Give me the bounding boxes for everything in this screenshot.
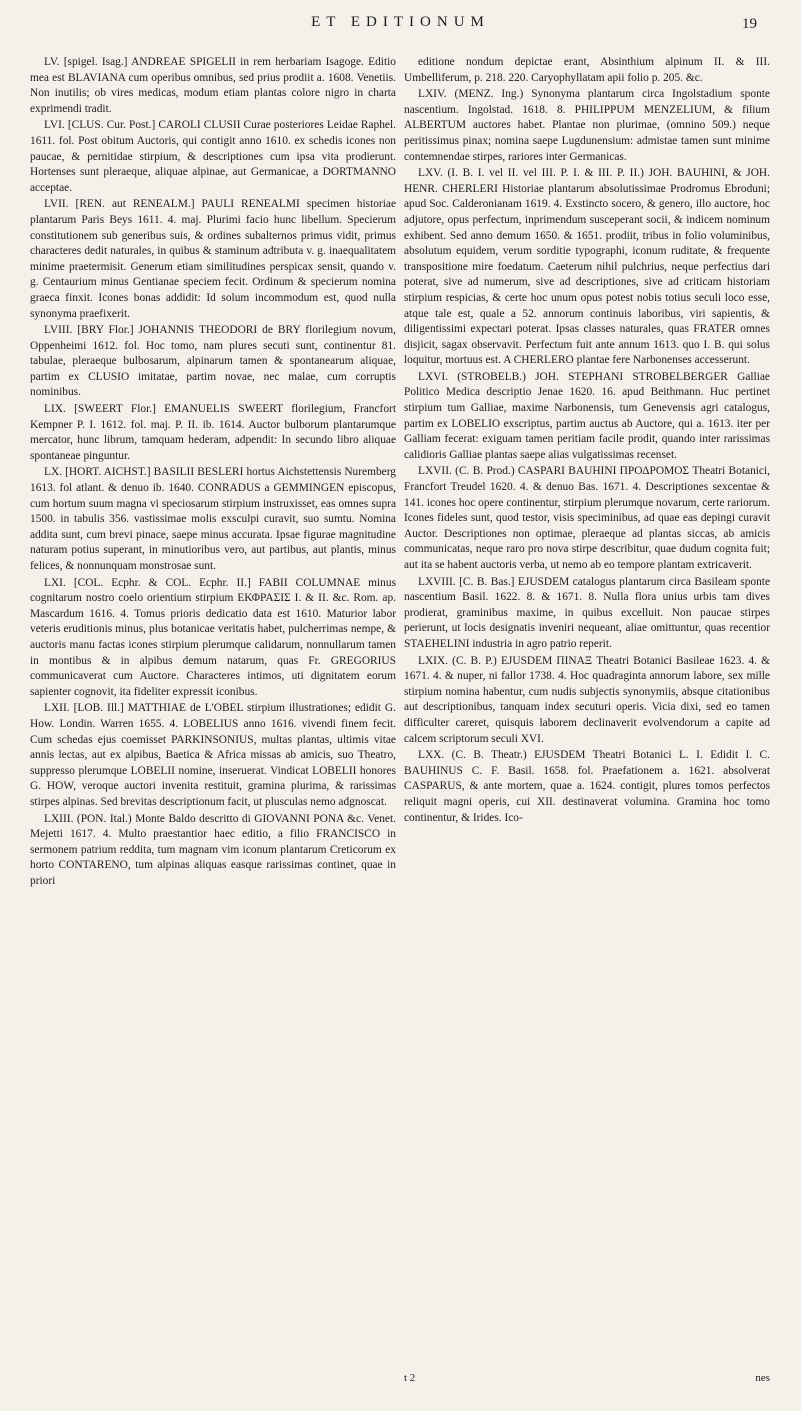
entry-lix: LIX. [SWEERT Flor.] EMANUELIS SWEERT florilegium, Francfort Kempner P. I. 1612. fol. maj. P. II. ib. 1614. Auctor bulborum plantarumque mercator, hunc librum, tamquam hederam, adpendit: In secundo libro aliquae spontaneae pinguntur. xyxy=(30,403,396,462)
page-number: 19 xyxy=(742,16,757,32)
entry-lv: LV. [spigel. Isag.] ANDREAE SPIGELII in rem herbariam Isagoge. Editio mea est BLAVIANA cum operibus omnibus, sed prius prodiit a. 1608. Venetiis. Non inutilis; ob vires medicas, modum etiam plantas colore nigro in charta exprimendi tradit. xyxy=(30,56,396,115)
entry-lxix: LXIX. (C. B. P.) EJUSDEM ΠΙΝΑΞ Theatri Botanici Basileae 1623. 4. & 1671. 4. & nuper, ni fallor 1738. 4. Hoc quadraginta annorum labore, sex mille stirpium nomina habentur, cum nudis subjectis synonymiis, absque citationibus aut descriptionibus, tanquam index secuturi operis. Vicia dixi, sed eo tamen difficulter careret, quisquis laborem declinaverit evolvendorum a capite ad calcem scriptorum seculi XVI. xyxy=(404,654,770,745)
entry-lxiii-continued: editione nondum depictae erant, Absinthium alpinum II. & III. Umbelliferum, p. 218. 220. Caryophyllatam apii folio p. 205. &c. xyxy=(404,56,770,84)
entry-lxiv: LXIV. (MENZ. Ing.) Synonyma plantarum circa Ingolstadium sponte nascentium. Ingolstad. 1618. 8. PHILIPPUM MENZELIUM, & filium ALBERTUM auctores habet. Plantae non plurimae, (omnino 509.) neque peritissimus pinax; nomina saepe Lugdunensium: admistae tamen sunt minime contemnendae stirpes, rariores inter Germanicas. xyxy=(404,88,770,163)
entry-lxx: LXX. (C. B. Theatr.) EJUSDEM Theatri Botanici L. I. Edidit I. C. BAUHINUS C. F. Basil. 1658. fol. Praefationem a. 1621. absolverat CASPARUS, & ante mortem, quae a. 1624. contigit, plures tomos perfectos reliquit magni operis, cui XII. destinaverat volumina. Gramina hoc tomo continentur, & Irides. Ico- xyxy=(404,749,770,824)
entry-lxii: LXII. [LOB. Ill.] MATTHIAE de L'OBEL stirpium illustrationes; edidit G. How. Londin. Warren 1655. 4. LOBELIUS anno 1616. vivendi finem fecit. Cum schedas ejus coemisset PARKINSONIUS, multas plantas, ultimis vitae annis lectas, aut ex alpibus, Baetica & Africa missas ab amicis, suo Theatro, suppresso plerumque LOBELII nomine, inseruerat. Vindicat LOBELII honores G. HOW, veroque auctori invenita restituit, gramina plurima, & rarissimas stirpes alpinas. Sed brevitas descriptionum facit, ut plusculas nemo adgnoscat. xyxy=(30,702,396,808)
entry-lxi: LXI. [COL. Ecphr. & COL. Ecphr. II.] FABII COLUMNAE minus cognitarum nostro coelo orientium stirpium ΕΚΦΡΑΣΙΣ I. & II. &c. Rom. ap. Mascardum 1616. 4. Tomus prioris dedicatio data est 1610. Maturior labor veteris eruditionis minus, plus botanicae veritatis habet, pulcherrimas nempe, & auctoris manu factas icones stirpium plerumque calidarum, nonnullarum tamen in montibus & in alpibus demum natarum, quas Fr. GREGORIUS communicaverat cum Auctore. Characteres intimos, uti dignitatem eorum sapienter cognovit, ita fideliter expressit iconibus. xyxy=(30,576,396,698)
catchword: nes xyxy=(755,1372,770,1384)
entry-lxiii: LXIII. (PON. Ital.) Monte Baldo descritto di GIOVANNI PONA &c. Venet. Mejetti 1617. 4. Multo praestantior haec editio, a filio FRANCISCO in sermonem patrium reddita, tum magnam vim iconum plantarum Creticorum ex horto CONTARENO, tum alpinas aliquas easque rarissimas continet, quae in priori xyxy=(30,812,396,887)
entry-lxv: LXV. (I. B. I. vel II. vel III. P. I. & III. P. II.) JOH. BAUHINI, & JOH. HENR. CHERLERI Historiae plantarum absolutissimae Prodromus Ebroduni; apud Soc. Calderonianam 1619. 4. Exstincto socero, & genero, illo auctore, hoc adjutore, opus perfectum, inprimendum susceperant socii, & indicem nominum exhibent. Sed anno demum 1650. & 1651. prodiit, tribus in folio voluminibus, absolutum equidem, verum sorditie typographi, iconum ruditate, & frequente transpositione mire foedatum. Caeterum nihil pulchrius, neque perfectius dari poterat, sive ad numerum, sive ad descriptiones, sive ad criticam historiam stirpium respicias, & certe hoc unum opus potest nobis totius seculi loco esse, atque tale est, quale a 52. annorum continuis laboribus, viri sapientis, & diligentissimi expectari poterat. Ipsas classes naturales, quas FRATER omnes disjicit, sagax observavit. Perfectum fuit ante annum 1613. quo I. B. qui solus loquitur, mortuus est. A CHERLERO plantae fere Narbonenses accesserunt. xyxy=(404,167,770,367)
entry-lxviii: LXVIII. [C. B. Bas.] EJUSDEM catalogus plantarum circa Basileam sponte nascentium Basil. 1622. 8. & 1671. 8. Nulla flora unius urbis tam dives prodierat, graminibus maxime, in quibus excelluit. Non paucae stirpes perierunt, ut locis designatis inveniri nequeant, aliae omittuntur, quas recentior STAEHELINI industria in agro patrio reperit. xyxy=(404,575,770,650)
right-column xyxy=(404,55,770,827)
entry-lvii: LVII. [REN. aut RENEALM.] PAULI RENEALMI specimen historiae plantarum Paris Beys 1611. 4. maj. Plurimi facio hunc libellum. Specierum constitutionem sub generibus suis, & ordines subalternos primus vidit, primus characteres dedit naturales, in quibus & staminum adtributa v. g. inaequalitatem minime praetermisit. Generum etiam similitudines perspicax sensit, quando v. g. Centaurium minus Gentianae speciem fecit. Ordinum & specierum nomina graeca finxit. Icones bonas addidit: Id solum incommodum est, quod nulla synonyma praefixerit. xyxy=(30,198,396,320)
entry-lxvii: LXVII. (C. B. Prod.) CASPARI BAUHINI ΠΡΟΔΡΟΜΟΣ Theatri Botanici, Francfort Treudel 1620. 4. & denuo Bas. 1671. 4. Descriptiones sexcentae & 141. icones hoc opere continentur, stirpium plerumque novarum, certe rariorum. Icones fideles sunt, quod testor, visis speciminibus, ad quae eas depingi curavit Auctor. Descriptiones non optimae, pleraeque ad plantas siccas, ab amicis communicatas, neque raro pro nova stirpe describitur, quae dudum cognita fuit; aut ita se habent auctoris verba, ut nemo ab eo tempore plantam extricaverit. xyxy=(404,465,770,571)
left-column xyxy=(30,55,396,890)
entry-lviii: LVIII. [BRY Flor.] JOHANNIS THEODORI de BRY florilegium novum, Oppenheimi 1612. fol. Hoc tomo, nam plures secuti sunt, continentur 81. tabulae, pleraeque bulbosarum, alpinarum tamen & spontanearum aliquae, partim ex CLUSIO imitatae, partim novae, nec malae, cum corruptis nominibus. xyxy=(30,324,396,399)
entry-lxvi: LXVI. (STROBELB.) JOH. STEPHANI STROBELBERGER Galliae Politico Medica descriptio Jenae 1620. 16. apud Beithmann. Huc pertinet stirpium tum Galliae, maxime Narbonensis, tum Genevensis agri catalogus, partim ex LOBELIO exscriptus, partim auctus ab Auctore, qui a. 1613. iter per Galliam fecerat: exiguam tamen peritiam facile prodit, quando inter rarissimas calidioris Galliae plantas saepe alias vulgatissimas recenset. xyxy=(404,370,770,461)
signature-mark: t 2 xyxy=(404,1372,416,1384)
entry-lvi: LVI. [CLUS. Cur. Post.] CAROLI CLUSII Curae posteriores Leidae Raphel. 1611. fol. Post obitum Auctoris, qui contigit anno 1610. ex schedis icones non paucae, & pernitidae stirpium, & descriptiones cum ipsa vita prodierunt. Hortenses sunt pleraeque, aliquae alpinae, aut Germanicae, a DORTMANNO acceptae. xyxy=(30,119,396,194)
running-header: ET EDITIONUM xyxy=(311,14,490,30)
entry-lx: LX. [HORT. AICHST.] BASILII BESLERI hortus Aichstettensis Nuremberg 1613. fol atlant. & denuo ib. 1640. CONRADUS a GEMMINGEN episcopus, cum hortum suum magna vi speciosarum stirpium instruxisset, eas omnes supra 1500. in tabulis 356. vastissimae molis exsculpi curavit, suo sumtu. Nomina addita sunt, cum brevi pinace, saepe minus accurata. Ipsae figurae magnitudine naturam potius superant, in minutioribus vero, aut partibus, aut plantis, minus felices, & nonnunquam monstrosae sunt. xyxy=(30,466,396,572)
